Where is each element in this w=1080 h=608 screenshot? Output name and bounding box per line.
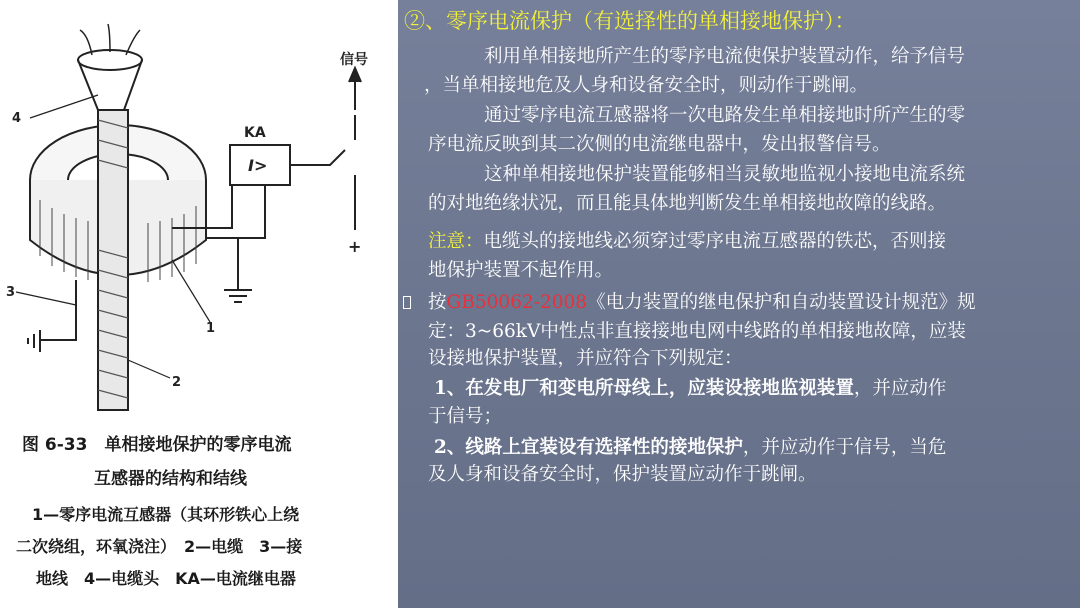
leader-3 <box>16 292 76 305</box>
relay-ground <box>224 238 252 302</box>
label-4: 4 <box>12 111 22 126</box>
leader-2 <box>128 360 170 378</box>
item2-line2: 及人身和设备安全时，保护装置应动作于跳闸。 <box>428 464 817 485</box>
label-2: 2 <box>172 375 182 390</box>
item1-line1 <box>434 378 946 400</box>
para3-line2: 的对地绝缘状况，而且能具体地判断发生单相接地故障的线路。 <box>428 193 947 214</box>
leader-1 <box>172 260 210 322</box>
figure-panel <box>0 0 398 608</box>
ct-structure-diagram <box>0 0 398 430</box>
signal-arrow <box>349 68 361 82</box>
caption-legend-line1: 1—零序电流互感器（其环形铁心上绕 <box>32 505 300 524</box>
caption-title-line2: 互感器的结构和结线 <box>94 469 247 489</box>
ka-label: KA <box>244 125 266 141</box>
label-1: 1 <box>206 321 216 336</box>
para2-line1: 通过零序电流互感器将一次电路发生单相接地时所产生的零 <box>484 105 966 126</box>
para3-line1: 这种单相接地保护装置能够相当灵敏地监视小接地电流系统 <box>484 164 966 185</box>
caption-title-line1: 图 6-33 单相接地保护的零序电流 <box>22 435 292 455</box>
standard-code: GB50062-2008 <box>446 292 588 313</box>
item1-rest: ，并应动作 <box>853 378 947 399</box>
standard-line3: 设接地保护装置，并应符合下列规定： <box>428 348 743 369</box>
note-line2: 地保护装置不起作用。 <box>428 260 614 281</box>
text-panel <box>398 0 1080 608</box>
item1-line2: 于信号； <box>428 406 503 427</box>
bullet-icon <box>403 296 411 309</box>
para1-line2: ，当单相接地危及人身和设备安全时，则动作于跳闸。 <box>424 75 869 96</box>
standard-title: 《电力装置的继电保护和自动装置设计规范》规 <box>587 292 976 313</box>
note-label: 注意： <box>428 231 484 252</box>
note-text: 电缆头的接地线必须穿过零序电流互感器的铁芯，否则接 <box>483 231 947 252</box>
cable-head-top <box>78 50 142 70</box>
item2-rest: ，并应动作于信号，当危 <box>742 437 947 458</box>
caption-legend-line3: 地线 4—电缆头 KA—电流继电器 <box>36 569 296 588</box>
relay-contact <box>290 115 355 230</box>
caption-legend-line2: 二次绕组，环氧浇注） 2—电缆 3—接 <box>16 537 303 556</box>
relay-symbol: I> <box>248 156 268 175</box>
note-line1 <box>428 231 946 253</box>
item2-bold: 2、线路上宜装设有选择性的接地保护 <box>434 437 743 458</box>
para1-line1: 利用单相接地所产生的零序电流使保护装置动作，给予信号 <box>484 46 966 67</box>
para2-line2: 序电流反映到其二次侧的电流继电器中，发出报警信号。 <box>428 134 891 155</box>
item2-line1 <box>434 437 946 459</box>
section-heading: ②、零序电流保护（有选择性的单相接地保护）： <box>404 9 856 33</box>
secondary-lead-b <box>206 185 265 238</box>
standard-line1 <box>428 292 976 314</box>
cable-body <box>98 110 128 410</box>
earth-wire <box>40 280 76 340</box>
standard-prefix: 按 <box>428 292 447 313</box>
signal-label: 信号 <box>340 52 368 68</box>
standard-line2: 定：3~66kV中性点非直接接地电网中线路的单相接地故障，应装 <box>428 321 966 342</box>
leader-4 <box>30 95 98 118</box>
earth-symbol <box>28 330 40 352</box>
plus-label: + <box>348 237 362 256</box>
item1-bold: 1、在发电厂和变电所母线上，应装设接地监视装置 <box>434 378 854 399</box>
label-3: 3 <box>6 285 16 300</box>
